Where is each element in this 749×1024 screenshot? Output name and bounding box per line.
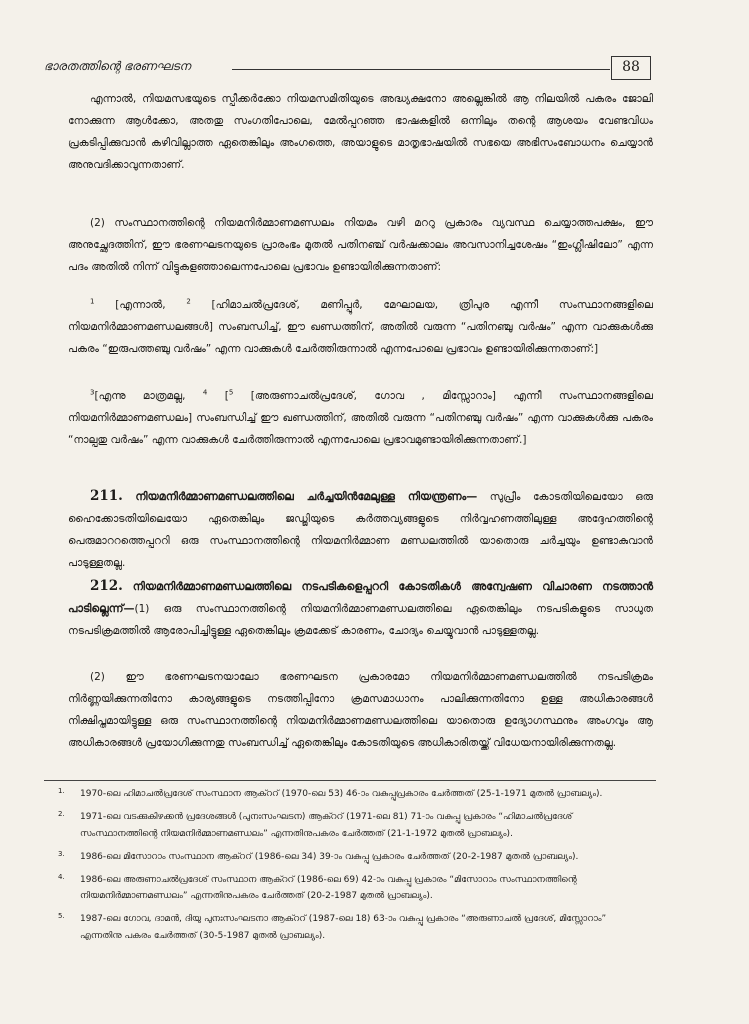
- paragraph-proviso: എന്നാൽ, നിയമസഭയുടെ സ്പീക്കർക്കോ നിയമസമിതിയുടെ അദ്ധ്യക്ഷനോ അല്ലെങ്കിൽ ആ നിലയിൽ പകരം ജോലി നോക്കുന്ന ആൾക്കോ, അതതു സംഗതിപോലെ, മേൽപ്പറഞ്ഞ ഭാഷകളിൽ ഒന്നിലും തന്റെ ആശയം വേണ്ടവിധം പ്രകടിപ്പിക്കുവാൻ കഴിവില്ലാത്ത ഏതെങ്കിലും അംഗത്തെ, അയാളുടെ മാതൃഭാഷയിൽ സഭയെ അഭിസംബോധനം ചെയ്യാൻ അനുവദിക്കാവുന്നതാണ്.: [68, 93, 653, 171]
- section-212: [68, 575, 653, 642]
- amendment-2-text: [അരുണാചൽപ്രദേശ്, ഗോവ , മിസ്സോറാം] എന്നീ സംസ്ഥാനങ്ങളിലെ നിയമനിർമ്മാണമണ്ഡലം] സംബന്ധിച്ച് ഈ ഖണ്ഡത്തിന്, അതിൽ വരുന്ന “പതിനഞ്ചു വർഷം” എന്ന വാക്കുകൾക്കു പകരം “നാല്പതു വർഷം” എന്ന വാക്കുകൾ ചേർത്തിരുന്നാൽ എന്നപോലെ പ്രഭാവമുണ്ടായിരിക്കുന്നതാണ്.]: [68, 390, 653, 446]
- footnote-mark: 2.: [58, 810, 65, 818]
- footnote-mark: 3.: [58, 849, 65, 858]
- footnote-text: 1986-ലെ മിസോറാം സംസ്ഥാന ആക്ററ് (1986-ലെ 34) 39-ാം വകുപ്പു പ്രകാരം ചേർത്തത് (20-2-1987 മുതൽ പ്രാബല്യം).: [80, 851, 579, 862]
- footnote-text: 1970-ലെ ഹിമാചൽപ്രദേശ് സംസ്ഥാന ആക്ററ് (1970-ലെ 53) 46-ാം വകുപ്പുപ്രകാരം ചേർത്തത് (25-1-1971 മുതൽ പ്രാബല്യം).: [80, 789, 603, 799]
- footnote-text: 1987-ലെ ഗോവ, ദാമൻ, ദിയു പുനഃസംഘടനാ ആക്ററ് (1987-ലെ 18) 63-ാം വകുപ്പു പ്രകാരം “അരുണാചൽ പ്രദേശ്, മിസ്സോറാം” എന്നതിനു പകരം ചേർത്തത് (30-5-1987 മുതൽ പ്രാബല്യം).: [80, 914, 607, 941]
- section-211-body: സുപ്രീം കോടതിയിലെയോ ഒരു ഹൈക്കോടതിയിലെയോ ഏതെങ്കിലും ജഡ്ജിയുടെ കർത്തവ്യങ്ങളുടെ നിർവ്വഹണത്തിലുള്ള അദ്ദേഹത്തിന്റെ പെരുമാററത്തെപ്പററി ഒരു സംസ്ഥാനത്തിന്റെ നിയമനിർമ്മാണ മണ്ഡലത്തിൽ യാതൊരു ചർച്ചയും ഉണ്ടാകുവാൻ പാടുള്ളതല്ല.: [68, 491, 653, 569]
- amendment-1-lead: [എന്നാൽ,: [94, 299, 187, 311]
- section-212-number: 212.: [90, 578, 123, 594]
- paragraph-clause-2: (2) സംസ്ഥാനത്തിന്റെ നിയമനിർമ്മാണമണ്ഡലം നിയമം വഴി മററു പ്രകാരം വ്യവസ്ഥ ചെയ്യാത്തപക്ഷം, ഈ അനുച്ഛേദത്തിന്, ഈ ഭരണഘടനയുടെ പ്രാരംഭം മുതൽ പതിനഞ്ച് വർഷക്കാലം അവസാനിച്ചശേഷം “ഇംഗ്ലീഷിലോ” എന്ന പദം അതിൽ നിന്ന് വിട്ടുകളഞ്ഞാലെന്നപോലെ പ്രഭാവം ഉണ്ടായിരിക്കുന്നതാണ്:: [68, 217, 653, 273]
- page-number: 88: [611, 56, 651, 80]
- header-rule: [232, 69, 610, 70]
- footnote-ref-3: 3: [90, 388, 95, 397]
- paragraph-amendment-1: [68, 294, 653, 360]
- footnote-ref-1: 1: [90, 297, 95, 306]
- footnote-item: [50, 911, 650, 944]
- footnote-ref-2: 2: [186, 297, 191, 306]
- footnote-mark: 1.: [58, 787, 65, 795]
- section-212-body: (1) ഒരു സംസ്ഥാനത്തിന്റെ നിയമനിർമ്മാണമണ്ഡലത്തിലെ ഏതെങ്കിലും നടപടികളുടെ സാധുത നടപടിക്രമത്തിൽ ആരോപിച്ചിട്ടുള്ള ഏതെങ്കിലും ക്രമക്കേട് കാരണം, ചോദ്യം ചെയ്യുവാൻ പാടുള്ളതല്ല.: [68, 603, 653, 637]
- footnote-ref-4: 4: [202, 388, 208, 397]
- paragraph-amendment-2: [68, 385, 653, 451]
- footnote-item: [50, 849, 650, 866]
- amendment-2-lead: [എന്നു മാത്രമല്ല,: [94, 390, 203, 402]
- section-211-title: നിയമനിർമ്മാണമണ്ഡലത്തിലെ ചർച്ചയിൻമേലുള്ള നിയന്ത്രണം—: [135, 490, 478, 503]
- footnote-item: [50, 872, 650, 905]
- footnote-item: [50, 809, 650, 842]
- footnote-ref-5: 5: [228, 388, 234, 397]
- section-211-number: 211.: [90, 488, 123, 504]
- amendment-2-bracket: [: [207, 390, 229, 402]
- footnote-mark: 5.: [58, 912, 65, 920]
- amendment-1-text: [ഹിമാചൽപ്രദേശ്, മണിപ്പൂർ, മേഘാലയ, ത്രിപുര എന്നീ സംസ്ഥാനങ്ങളിലെ നിയമനിർമ്മാണമണ്ഡലങ്ങൾ] സംബന്ധിച്ച്, ഈ ഖണ്ഡത്തിന്, അതിൽ വരുന്ന “പതിനഞ്ചു വർഷം” എന്ന വാക്കുകൾക്കു പകരം “ഇരുപത്തഞ്ചു വർഷം” എന്ന വാക്കുകൾ ചേർത്തിരുന്നാൽ എന്നപോലെ പ്രഭാവം ഉണ്ടായിരിക്കുന്നതാണ്:]: [68, 299, 653, 355]
- footnote-text: 1986-ലെ അരുണാചൽപ്രദേശ് സംസ്ഥാന ആക്ററ് (1986-ലെ 69) 42-ാം വകുപ്പു പ്രകാരം “മിസോറാം സംസ്ഥാനത്തിന്റെ നിയമനിർമ്മാണമണ്ഡലം” എന്നതിനുപകരം ചേർത്തത് (20-2-1987 മുതൽ പ്രാബല്യം).: [80, 874, 577, 901]
- section-212-clause-2: (2) ഈ ഭരണഘടനയാലോ ഭരണഘടന പ്രകാരമോ നിയമനിർമ്മാണമണ്ഡലത്തിൽ നടപടിക്രമം നിർണ്ണയിക്കുന്നതിനോ കാര്യങ്ങളുടെ നടത്തിപ്പിനോ ക്രമസമാധാനം പാലിക്കുന്നതിനോ ഉള്ള അധികാരങ്ങൾ നിക്ഷിപ്തമായിട്ടുള്ള ഒരു സംസ്ഥാനത്തിന്റെ നിയമനിർമ്മാണമണ്ഡലത്തിലെ യാതൊരു ഉദ്യോഗസ്ഥനും അംഗവും ആ അധികാരങ്ങൾ പ്രയോഗിക്കുന്നതു സംബന്ധിച്ച് ഏതെങ്കിലും കോടതിയുടെ അധികാരിതയ്ക്ക് വിധേയനായിരിക്കുന്നതല്ല.: [68, 671, 653, 749]
- section-211: [68, 485, 653, 574]
- footnote-divider: [44, 780, 656, 781]
- footnote-mark: 4.: [58, 872, 65, 881]
- running-header-title: ഭാരതത്തിന്റെ ഭരണഘടന: [44, 59, 191, 73]
- section-212-title: നിയമനിർമ്മാണമണ്ഡലത്തിലെ നടപടികളെപ്പററി കോടതികൾ അന്വേഷണ വിചാരണ നടത്താൻ പാടില്ലെന്ന്—: [68, 580, 654, 615]
- footnote-item: [50, 786, 650, 803]
- footnote-text: 1971-ലെ വടക്കുകിഴക്കൻ പ്രദേശങ്ങൾ (പുനഃസംഘടന) ആക്ററ് (1971-ലെ 81) 71-ാം വകുപ്പു പ്രകാരം “ഹിമാചൽപ്രദേശ് സംസ്ഥാനത്തിന്റെ നിയമനിർമ്മാണമണ്ഡലം” എന്നതിനുപകരം ചേർത്തത് (21-1-1972 മുതൽ പ്രാബല്യം).: [80, 812, 573, 839]
- footnotes: [50, 786, 650, 951]
